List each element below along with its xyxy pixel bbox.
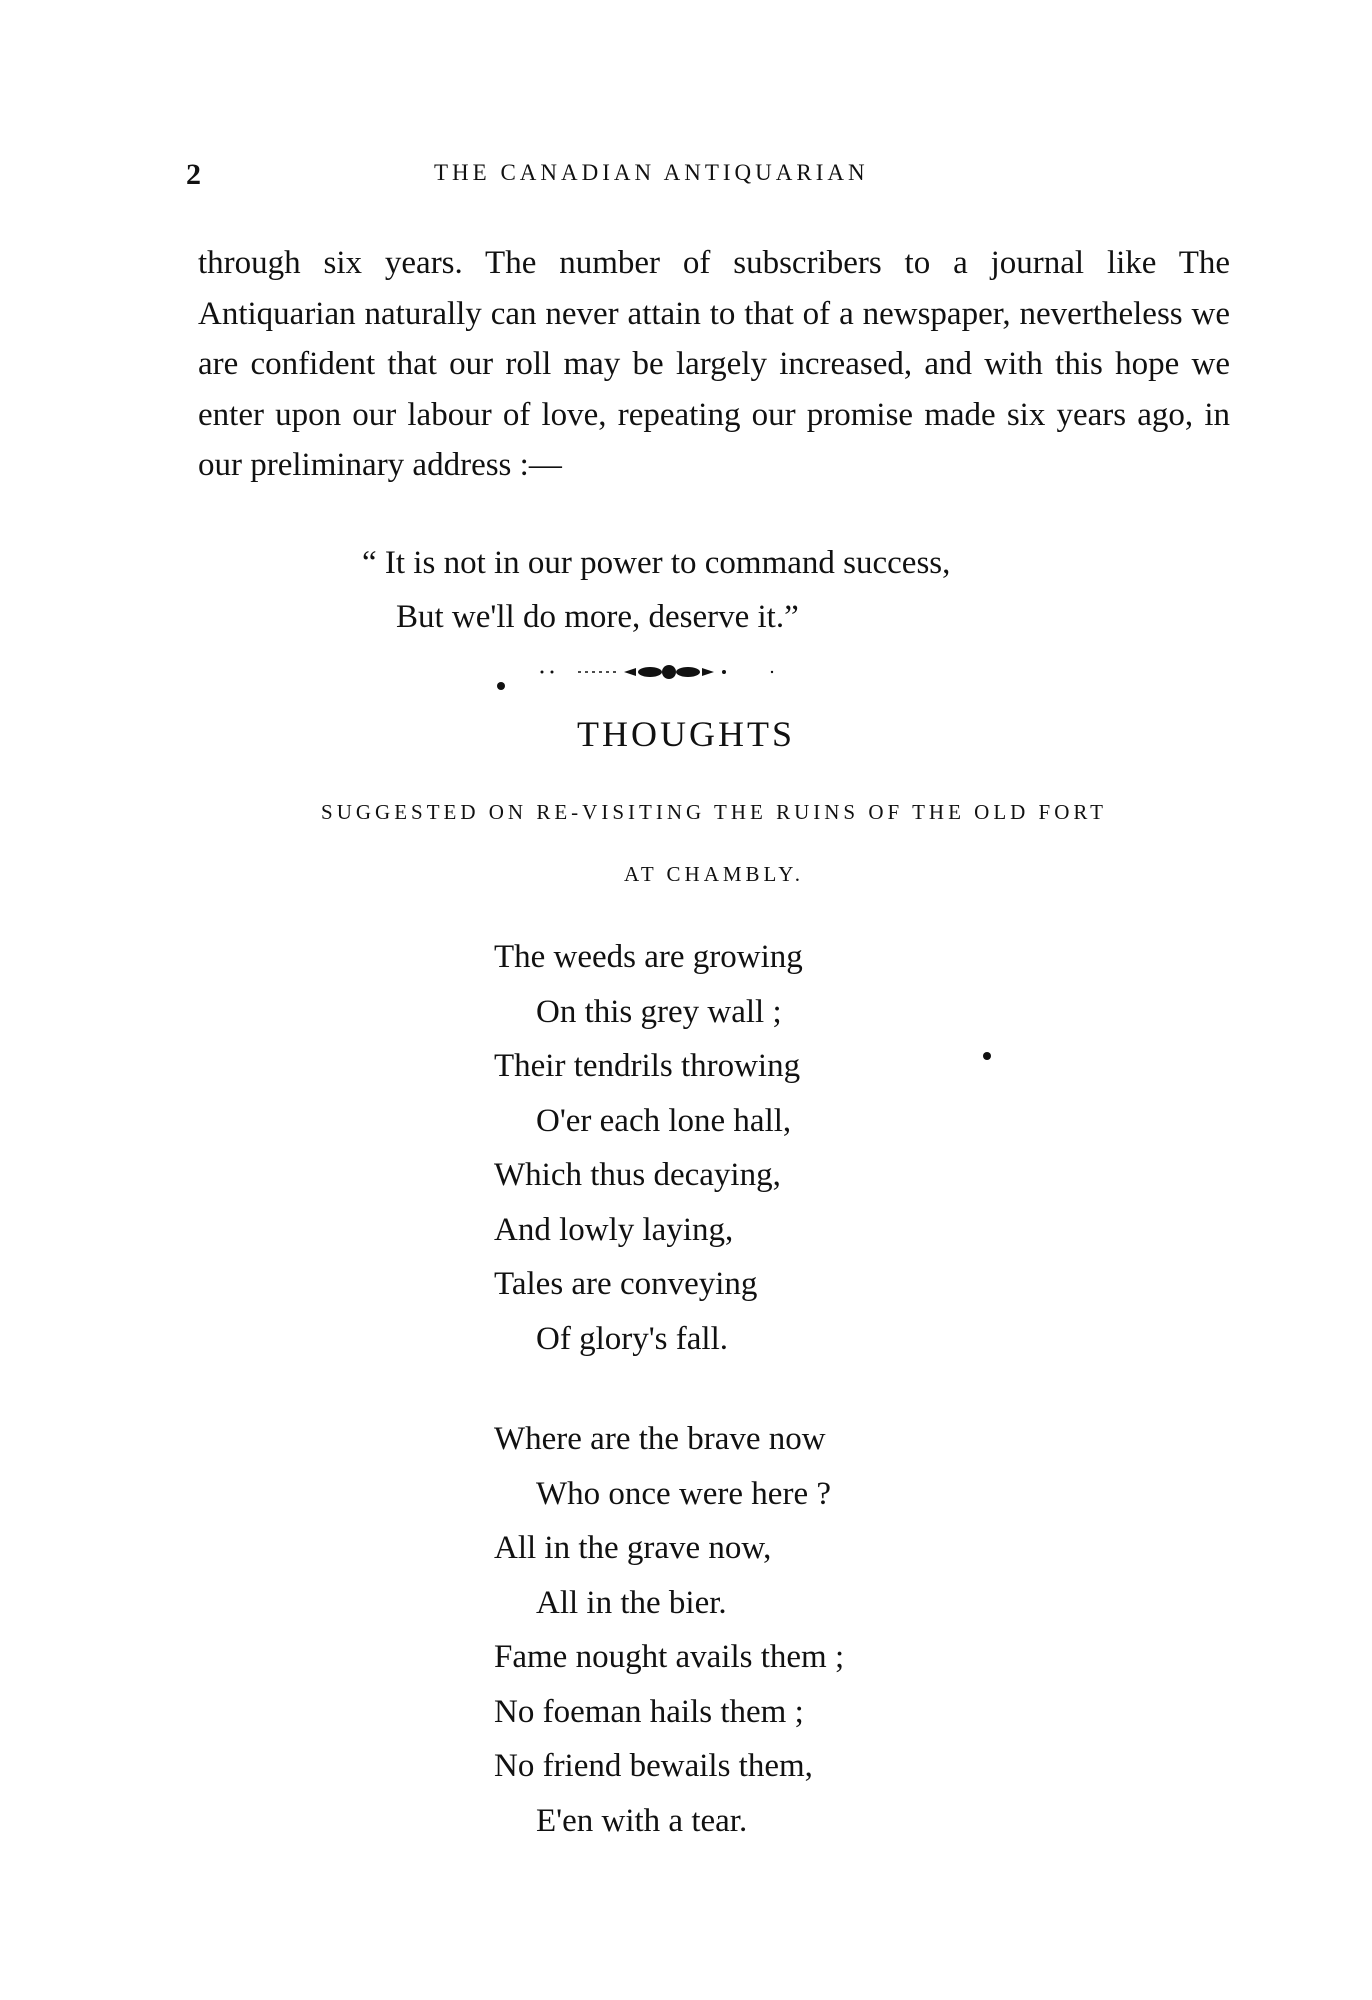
poem-title: THOUGHTS <box>577 714 795 754</box>
section-divider-ornament <box>540 660 780 684</box>
poem-stanza <box>494 930 1054 1366</box>
poem-line: Of glory's fall. <box>536 1320 728 1357</box>
poem-stanza <box>494 1412 1054 1848</box>
quote-line: But we'll do more, deserve it.” <box>396 599 799 635</box>
poem-line: E'en with a tear. <box>536 1802 748 1839</box>
poem-line: Fame nought avails them ; <box>494 1639 845 1675</box>
epigraph-quote <box>362 536 1182 644</box>
poem-line: All in the grave now, <box>494 1530 772 1566</box>
poem-line: The weeds are growing <box>494 939 803 975</box>
poem-line: No friend bewails them, <box>494 1748 813 1784</box>
poem-line: All in the bier. <box>536 1584 727 1621</box>
poem-line: Who once were here ? <box>536 1475 831 1512</box>
poem-line: O'er each lone hall, <box>536 1102 792 1139</box>
quote-line: “ It is not in our power to command success, <box>362 545 951 581</box>
poem-subtitle-continued: AT CHAMBLY. <box>624 862 804 886</box>
page-number: 2 <box>186 158 201 191</box>
poem-line: Which thus decaying, <box>494 1157 781 1193</box>
poem-subtitle: SUGGESTED ON RE-VISITING THE RUINS OF THE OLD FORT <box>321 800 1107 824</box>
poem-line: Tales are conveying <box>494 1266 758 1302</box>
poem-line: Their tendrils throwing <box>494 1048 801 1084</box>
paragraph-text: through six years. The number of subscribers to a journal like The Antiquarian naturally can never attain to that of a newspaper, nevertheless we are confident that our roll may be largely increased, and with this hope we enter upon our labour of love, repeating our promise made six years ago, in our preliminary address :— <box>198 245 1230 483</box>
body-paragraph <box>198 238 1230 491</box>
poem-line: Where are the brave now <box>494 1421 826 1457</box>
poem-line: And lowly laying, <box>494 1211 734 1248</box>
poem-line: On this grey wall ; <box>536 993 782 1030</box>
poem-line: No foeman hails them ; <box>494 1693 804 1730</box>
page-header <box>186 158 1226 198</box>
print-speck <box>497 682 505 690</box>
running-title: THE CANADIAN ANTIQUARIAN <box>434 160 869 185</box>
